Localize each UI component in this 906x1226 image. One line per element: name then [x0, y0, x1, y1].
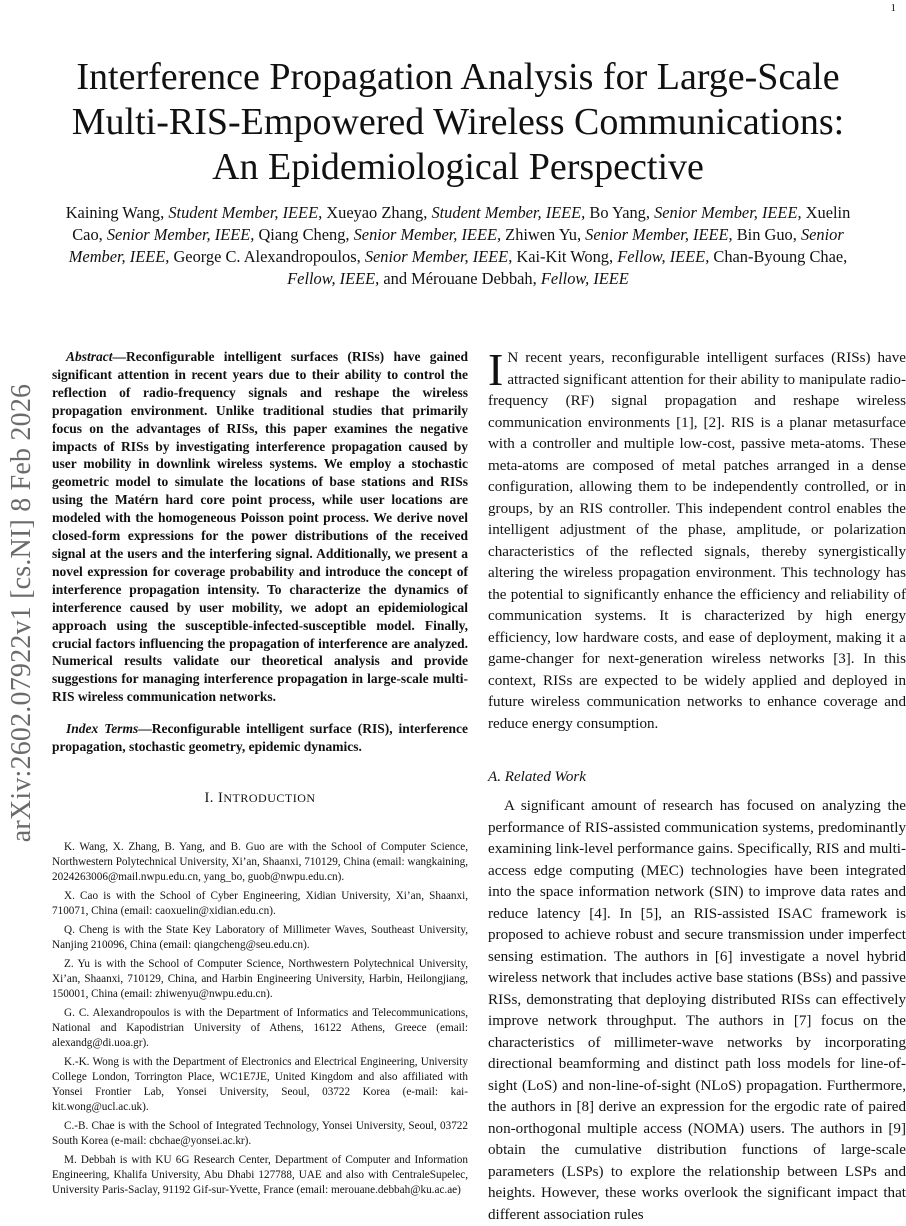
section-numeral: I.: [204, 789, 219, 806]
footnote: Z. Yu is with the School of Computer Science, Northwestern Polytechnical University, Xi’an, Shaanxi, 710129, China, and Harbin Engineering University, Harbin, Heilongjiang, 150001, China (email: zhiwenyu@nwpu.edu.cn).: [52, 958, 468, 1000]
author-name: Bo Yang,: [585, 203, 655, 222]
author-membership: Senior Member, IEEE,: [353, 225, 502, 244]
arxiv-identifier: [4, 338, 40, 888]
author-membership: Senior Member, IEEE,: [106, 225, 255, 244]
author-name: Kaining Wang,: [65, 203, 169, 222]
author-membership: Fellow, IEEE: [540, 269, 629, 288]
author-name: , and Mérouane Debbah,: [375, 269, 541, 288]
author-membership: Senior Member, IEEE,: [654, 203, 802, 222]
abstract: [52, 348, 468, 706]
author-membership: Fellow, IEEE,: [617, 247, 710, 266]
footnote: X. Cao is with the School of Cyber Engineering, Xidian University, Xi’an, Shaanxi, 710071, China (email: caoxuelin@xidian.edu.cn).: [52, 890, 468, 917]
author-membership: Senior Member, IEEE,: [364, 247, 513, 266]
author-membership: Student Member, IEEE,: [168, 203, 323, 222]
index-terms-text: —Reconfigurable intelligent surface (RIS), interference propagation, stochastic geometry, epidemic dynamics.: [52, 721, 468, 755]
index-terms-label: Index Terms: [66, 721, 139, 737]
footnote: C.-B. Chae is with the School of Integrated Technology, Yonsei University, Seoul, 03722 South Korea (e-mail: cbchae@yonsei.ac.kr).: [52, 1120, 468, 1147]
intro-text: N recent years, reconfigurable intelligent surfaces (RISs) have attracted significant attention for their ability to manipulate radio-frequency (RF) signal propagation and reshape wireless communication environments [1], [2]. RIS is a planar metasurface with a controller and multiple low-cost, passive meta-atoms. These meta-atoms are composed of metal patches arranged in a dense configuration, allowing them to be independently controlled, or in groups, by an RIS controller. This independent control enables the intelligent adjustment of the phase, amplitude, or polarization characteristics of the reflected signals, thereby synergistically altering the wireless propagation environment. This technology has the potential to significantly enhance the efficiency and reliability of communication systems. It is characterized by high energy efficiency, low hardware costs, and ease of deployment, making it a game-changer for next-generation wireless networks [3]. In this context, RISs are expected to be widely applied and deployed in future wireless communication networks to enhance coverage and reduce energy consumption.: [488, 350, 906, 732]
intro-paragraph: [488, 344, 906, 735]
title-line-2: Multi-RIS-Empowered Wireless Communications:: [71, 101, 845, 143]
author-name: Zhiwen Yu,: [501, 225, 586, 244]
page-number: 1: [890, 2, 896, 14]
drop-cap: I: [488, 344, 504, 395]
footnote: M. Debbah is with KU 6G Research Center, Department of Computer and Information Engineering, Khalifa University, Abu Dhabi 127788, UAE and also with CentraleSupelec, University Paris-Saclay, 91192 Gif-sur-Yvette, France (email: merouane.debbah@ku.ac.ae): [52, 1154, 468, 1196]
author-name: Bin Guo,: [732, 225, 801, 244]
author-membership: Senior Member, IEEE,: [585, 225, 733, 244]
author-name: Xuelin Cao,: [72, 203, 851, 244]
left-column: [52, 348, 468, 807]
right-column: [488, 344, 906, 1226]
author-name: Xueyao Zhang,: [322, 203, 432, 222]
footnote: Q. Cheng is with the State Key Laboratory of Millimeter Waves, Southeast University, Nanjing 210096, China (email: qiangcheng@seu.edu.cn).: [52, 924, 468, 951]
paper-title: [52, 55, 864, 190]
related-work-paragraph: A significant amount of research has focused on analyzing the performance of RIS-assisted communication systems, predominantly examining link-level performance gains. Specifically, RIS and multi-access edge computing (MEC) technologies have been integrated into the space information network (SIN) to improve data rates and reduce latency [4]. In [5], an RIS-assisted ISAC framework is proposed to achieve robust and secure transmission under imperfect sensing estimation. The authors in [6] investigate a novel hybrid wireless network that includes active base stations (BSs) and passive RISs, demonstrating that deploying distributed RISs can effectively improve network throughput. The authors in [7] focus on the characteristics of millimeter-wave networks by incorporating directional beamforming and distinct path loss models for line-of-sight (LoS) and non-line-of-sight (NLoS) propagation. Furthermore, the authors in [8] derive an expression for the ergodic rate of paired non-orthogonal multiple access (NOMA) users. The authors in [9] obtain the cumulative distribution functions of large-scale parameters (LSPs) to explore the relationship between LSPs and heights. However, these works overlook the significant impact that different association rules: [488, 798, 906, 1223]
footnote: G. C. Alexandropoulos is with the Department of Informatics and Telecommunications, National and Kapodistrian University of Athens, 16122 Athens, Greece (email: alexandg@di.uoa.gr).: [52, 1007, 468, 1049]
footnote: K.-K. Wong is with the Department of Electronics and Electrical Engineering, University College London, Torrington Place, WC1E7JE, United Kingdom and also affiliated with Yonsei Frontier Lab, Yonsei University, Seoul, 03722 Korea (e-mail: kai-kit.wong@ucl.ac.uk).: [52, 1056, 468, 1113]
section-title-initial: I: [218, 789, 224, 806]
author-membership: Fellow, IEEE: [287, 269, 376, 288]
author-name: Qiang Cheng,: [254, 225, 354, 244]
index-terms: [52, 720, 468, 756]
abstract-label: Abstract: [66, 349, 113, 364]
author-membership: Student Member, IEEE,: [431, 203, 586, 222]
abstract-text: —Reconfigurable intelligent surfaces (RISs) have gained significant attention in recent years due to their ability to control the reflection of radio-frequency signals and reshape the wireless propagation environment. Unlike traditional studies that primarily focus on the advantages of RISs, this paper examines the negative impacts of RISs by investigating interference propagation caused by user mobility in downlink wireless systems. We employ a stochastic geometric model to simulate the locations of base stations and RISs using the Matérn hard core point process, while user locations are modeled with the homogeneous Poisson point process. We derive novel closed-form expressions for the power distributions of the received signal at the users and the interfering signal. Additionally, we present a novel expression for coverage probability and introduce the concept of interference propagation intensity. To characterize the dynamics of interference caused by user mobility, we adopt an epidemiological approach using the susceptible-infected-susceptible model. Finally, crucial factors influencing the propagation of interference are analyzed. Numerical results validate our theoretical analysis and provide suggestions for managing interference propagation in large-scale multi-RIS wireless communication networks.: [52, 349, 468, 705]
section-heading-introduction: [52, 790, 468, 807]
arxiv-identifier-text: arXiv:2602.07922v1 [cs.NI] 8 Feb 2026: [6, 383, 38, 843]
author-membership: Senior Member, IEEE,: [68, 225, 844, 266]
footnote: K. Wang, X. Zhang, B. Yang, and B. Guo are with the School of Computer Science, Northwestern Polytechnical University, Xi’an, Shaanxi, 710129, China (email: wangkaining, 2024263006@mail.nwpu.edu.cn, yang_bo, guob@nwpu.edu.cn).: [52, 841, 468, 883]
author-name: Kai-Kit Wong,: [512, 247, 618, 266]
footnotes: [52, 840, 468, 1202]
title-line-1: Interference Propagation Analysis for Large-Scale: [76, 56, 840, 98]
title-line-3: An Epidemiological Perspective: [212, 146, 704, 188]
author-list: [56, 202, 860, 290]
subsection-heading-related-work: A. Related Work: [488, 769, 586, 785]
section-title-rest: NTRODUCTION: [223, 790, 316, 805]
author-name: Chan-Byoung Chae,: [709, 247, 848, 266]
author-name: George C. Alexandropoulos,: [169, 247, 365, 266]
